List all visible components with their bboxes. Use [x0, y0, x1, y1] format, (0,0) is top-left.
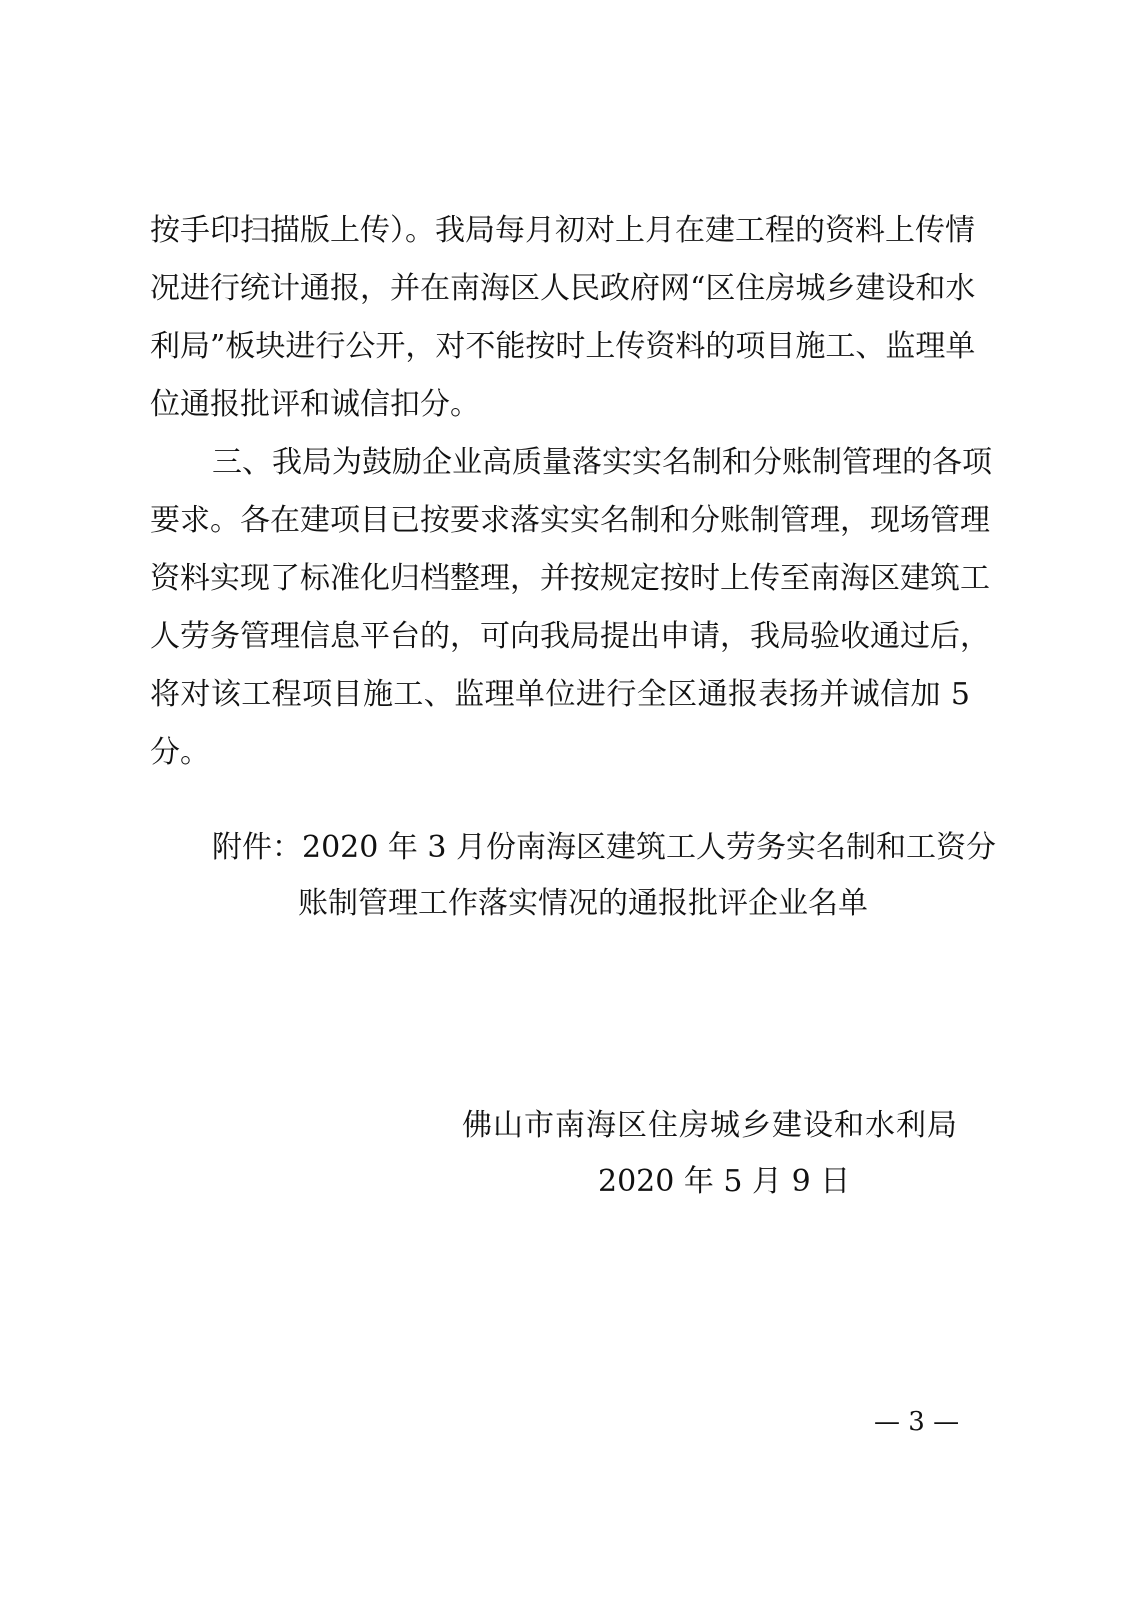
- section-three-line: 要求。各在建项目已按要求落实实名制和分账制管理，现场管理: [150, 503, 990, 538]
- paragraph-line: 位通报批评和诚信扣分。: [150, 387, 480, 422]
- paragraph-line: 利局”板块进行公开，对不能按时上传资料的项目施工、监理单: [150, 329, 976, 364]
- attachment-line: 账制管理工作落实情况的通报批评企业名单: [298, 886, 868, 921]
- issue-date: 2020 年 5 月 9 日: [598, 1164, 851, 1199]
- attachment-line: 附件：2020 年 3 月份南海区建筑工人劳务实名制和工资分: [212, 830, 997, 865]
- section-three-line: 将对该工程项目施工、监理单位进行全区通报表扬并诚信加 5: [150, 677, 970, 712]
- section-three-line: 三、我局为鼓励企业高质量落实实名制和分账制管理的各项: [212, 445, 992, 480]
- section-three-line: 资料实现了标准化归档整理，并按规定按时上传至南海区建筑工: [150, 561, 990, 596]
- paragraph-line: 况进行统计通报，并在南海区人民政府网“区住房城乡建设和水: [150, 271, 976, 306]
- page-number: — 3 —: [874, 1407, 960, 1437]
- section-three-line: 人劳务管理信息平台的，可向我局提出申请，我局验收通过后，: [150, 619, 990, 654]
- paragraph-line: 按手印扫描版上传）。我局每月初对上月在建工程的资料上传情: [150, 213, 975, 248]
- section-three-line: 分。: [150, 735, 210, 770]
- issuer-signature: 佛山市南海区住房城乡建设和水利局: [462, 1108, 958, 1143]
